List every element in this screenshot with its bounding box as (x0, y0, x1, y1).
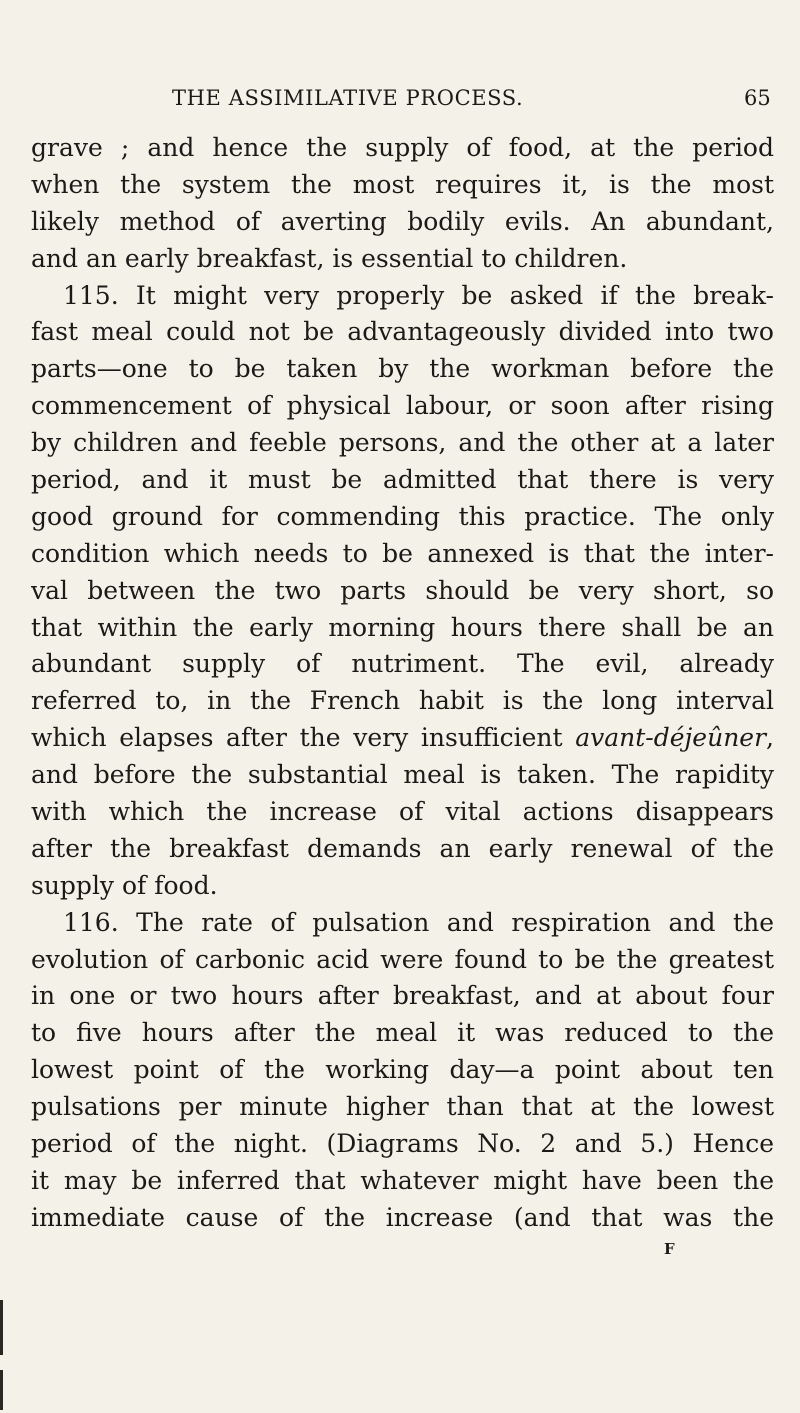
text-line: pulsations per minute higher than that at the lowest (31, 1092, 774, 1122)
text-line: condition which needs to be annexed is that the inter- (31, 538, 774, 568)
text-line: lowest point of the working day—a point about ten (31, 1055, 774, 1085)
text-line: good ground for commending this practice. The only (31, 501, 774, 531)
text-line: supply of food. (31, 870, 218, 900)
text-line: immediate cause of the increase (and that was the (31, 1202, 774, 1232)
text-line: with which the increase of vital actions disappears (31, 797, 774, 827)
italic-phrase: avant-déjeûner (575, 723, 767, 753)
text-line: parts—one to be taken by the workman before the (31, 354, 774, 384)
text-line: abundant supply of nutriment. The evil, already (31, 649, 774, 679)
text-line: val between the two parts should be very short, so (31, 575, 774, 605)
text-line: which elapses after the very insufficient avant-déjeûner, (31, 723, 774, 753)
body-text (31, 130, 774, 1237)
text-line: likely method of averting bodily evils. An abundant, (31, 206, 774, 236)
text-line: commencement of physical labour, or soon after rising (31, 391, 774, 421)
text-line: by children and feeble persons, and the other at a later (31, 428, 774, 458)
text-line: in one or two hours after breakfast, and at about four (31, 981, 774, 1011)
text-line: that within the early morning hours there shall be an (31, 612, 774, 642)
text-line: it may be inferred that whatever might have been the (31, 1165, 774, 1195)
running-head (0, 86, 800, 116)
page-edge-mark (0, 1300, 3, 1355)
running-title: THE ASSIMILATIVE PROCESS. (172, 86, 524, 110)
text-line: period of the night. (Diagrams No. 2 and 5.) Hence (31, 1129, 774, 1159)
text-line: when the system the most requires it, is the most (31, 169, 774, 199)
text-line: after the breakfast demands an early renewal of the (31, 833, 774, 863)
page-edge-mark (0, 1370, 3, 1410)
text-line: 115. It might very properly be asked if the break- (63, 280, 774, 310)
signature-mark: F (664, 1240, 675, 1258)
text-line: and an early breakfast, is essential to children. (31, 243, 628, 273)
text-line: 116. The rate of pulsation and respiration and the (63, 907, 774, 937)
page-number: 65 (744, 86, 771, 110)
text-line: and before the substantial meal is taken. The rapidity (31, 760, 774, 790)
text-line: referred to, in the French habit is the long interval (31, 686, 774, 716)
text-line: fast meal could not be advantageously divided into two (31, 317, 774, 347)
text-line: grave ; and hence the supply of food, at the period (31, 133, 774, 162)
text-line: to five hours after the meal it was reduced to the (31, 1018, 774, 1048)
text-line: evolution of carbonic acid were found to be the greatest (31, 944, 774, 974)
text-line: period, and it must be admitted that there is very (31, 465, 774, 495)
